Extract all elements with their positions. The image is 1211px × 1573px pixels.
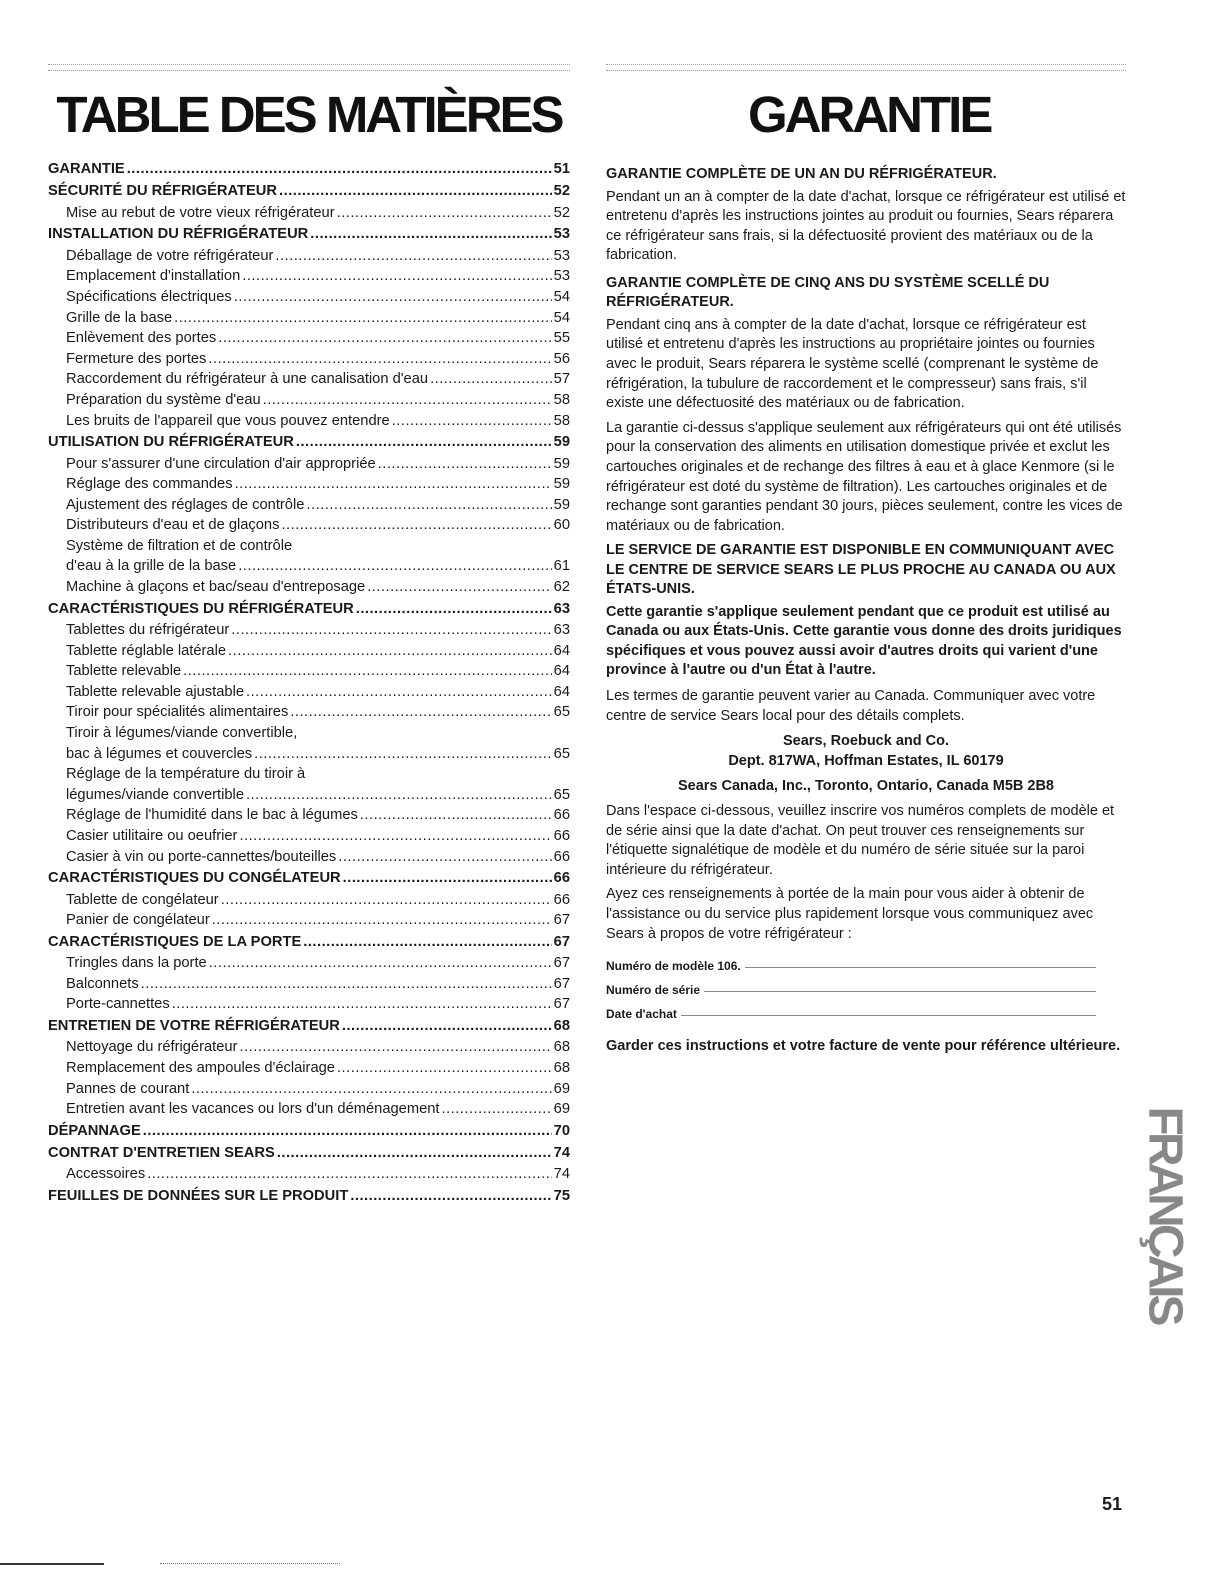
toc-leader-dots <box>310 226 551 242</box>
five-year-heading: GARANTIE COMPLÈTE DE CINQ ANS DU SYSTÈME SCELLÉ DU RÉFRIGÉRATEUR. <box>606 274 1050 311</box>
address-line-3: Sears Canada, Inc., Toronto, Ontario, Canada M5B 2B8 <box>677 778 1054 795</box>
toc-entry-title: CARACTÉRISTIQUES DE LA PORTE <box>48 933 302 950</box>
toc-entry-title: Tiroir pour spécialités alimentaires <box>66 704 289 721</box>
one-year-heading: GARANTIE COMPLÈTE DE UN AN DU RÉFRIGÉRATEUR. <box>606 166 997 182</box>
serial-number-field[interactable] <box>606 973 1126 997</box>
toc-entry-page: 56 <box>553 350 570 367</box>
toc-section <box>48 1018 570 1039</box>
toc-leader-dots <box>392 413 552 429</box>
toc-entry-page: 58 <box>553 391 570 408</box>
toc-entry-title: DÉPANNAGE <box>48 1122 141 1139</box>
toc-subsection <box>48 351 570 372</box>
toc-entry-page: 67 <box>553 912 570 929</box>
toc-leader-dots <box>246 787 552 803</box>
toc-subsection <box>48 497 570 518</box>
toc-entry-title: Ajustement des réglages de contrôle <box>66 496 305 513</box>
toc-subsection <box>48 1166 570 1187</box>
footer-bar <box>0 1563 104 1565</box>
toc-entry-title: CARACTÉRISTIQUES DU CONGÉLATEUR <box>48 870 341 887</box>
toc-subsection <box>48 849 570 870</box>
toc-entry-page: 54 <box>553 288 570 305</box>
toc-subsection <box>48 704 570 725</box>
toc-section <box>48 226 570 247</box>
toc-subsection <box>48 1081 570 1102</box>
toc-subsection <box>48 371 570 392</box>
toc-leader-dots <box>242 268 551 284</box>
toc-entry-page: 64 <box>553 642 570 659</box>
toc-subsection <box>48 392 570 413</box>
toc-leader-dots <box>277 1145 552 1161</box>
toc-subsection <box>48 622 570 643</box>
toc-leader-dots <box>239 828 551 844</box>
toc-leader-dots <box>343 870 552 886</box>
coverage-text: La garantie ci-dessus s'applique seulement aux réfrigérateurs qui ont été utilisés pour la conservation des aliments en utilisation domestique privée et exclut les cartouches originales et de rechange des filtres à eau et à glace Kenmore (si le réfrigérateur est doté du système de filtration). Les cartouches originales et de rechange sont garanties pendant 30 jours, pièces seulement, contre les vices de matériaux ou de fabrication. <box>606 419 1123 534</box>
toc-entry-title: Enlèvement des portes <box>66 330 217 347</box>
record-fields <box>606 949 1126 1021</box>
toc-entry-title: Tringles dans la porte <box>66 955 207 972</box>
toc-leader-dots <box>254 746 552 762</box>
toc-entry-title: Raccordement du réfrigérateur à une canalisation d'eau <box>66 371 429 388</box>
toc-entry-page: 58 <box>553 412 570 429</box>
toc-leader-dots <box>378 456 552 472</box>
toc-leader-dots <box>342 1018 552 1034</box>
toc-leader-dots <box>290 704 551 720</box>
toc-entry-title: SÉCURITÉ DU RÉFRIGÉRATEUR <box>48 183 278 200</box>
toc-subsection <box>48 746 570 767</box>
toc-entry-page: 55 <box>553 330 570 347</box>
toc-leader-dots <box>218 330 551 346</box>
toc-section <box>48 161 570 182</box>
toc-entry-page: 52 <box>553 204 570 221</box>
toc-subsection <box>48 892 570 913</box>
toc-entry-title: Porte-cannettes <box>66 996 170 1013</box>
toc-entry-title: Nettoyage du réfrigérateur <box>66 1039 238 1056</box>
toc-leader-dots <box>279 183 552 199</box>
toc-leader-dots <box>239 1039 551 1055</box>
toc-entry-page: 60 <box>553 517 570 534</box>
toc-subsection <box>48 684 570 705</box>
purchase-date-label: Date d'achat <box>606 1007 677 1022</box>
toc-subsection <box>48 1060 570 1081</box>
toc-subsection <box>48 766 570 787</box>
toc-subsection <box>48 725 570 746</box>
toc-entry-title: INSTALLATION DU RÉFRIGÉRATEUR <box>48 226 309 243</box>
toc-leader-dots <box>174 310 552 326</box>
toc-leader-dots <box>303 934 551 950</box>
toc-entry-page: 74 <box>553 1166 570 1183</box>
top-rule <box>606 64 1126 71</box>
toc-section <box>48 183 570 204</box>
toc-leader-dots <box>337 1060 552 1076</box>
toc-entry-title: UTILISATION DU RÉFRIGÉRATEUR <box>48 434 294 451</box>
toc-entry-title: Réglage des commandes <box>66 476 233 493</box>
toc-leader-dots <box>306 497 551 513</box>
toc-entry-page: 66 <box>553 848 570 865</box>
model-number-field[interactable] <box>606 949 1126 973</box>
toc-leader-dots <box>231 622 551 638</box>
address-line-2: Dept. 817WA, Hoffman Estates, IL 60179 <box>728 753 1004 770</box>
toc-entry-title: bac à légumes et couvercles <box>66 745 253 762</box>
toc-leader-dots <box>367 579 551 595</box>
toc-section <box>48 1123 570 1144</box>
toc-subsection <box>48 330 570 351</box>
toc-leader-dots <box>296 434 552 450</box>
toc-leader-dots <box>209 955 552 971</box>
toc-entry-page: 65 <box>553 786 570 803</box>
toc-leader-dots <box>235 476 552 492</box>
toc-entry-title: Distributeurs d'eau et de glaçons <box>66 517 280 534</box>
toc-entry-title: ENTRETIEN DE VOTRE RÉFRIGÉRATEUR <box>48 1017 340 1034</box>
toc-entry-title: Panier de congélateur <box>66 912 210 929</box>
toc-entry-page: 54 <box>553 309 570 326</box>
toc-leader-dots <box>441 1101 551 1117</box>
toc-entry-title: Tablette relevable <box>66 663 182 680</box>
toc-entry-title: d'eau à la grille de la base <box>66 558 237 575</box>
toc-section <box>48 934 570 955</box>
toc-list <box>48 161 570 1209</box>
toc-entry-title: Casier utilitaire ou oeufrier <box>66 827 238 844</box>
toc-leader-dots <box>143 1123 552 1139</box>
toc-column <box>48 64 570 1209</box>
toc-entry-page: 74 <box>553 1145 570 1162</box>
toc-entry-page: 66 <box>553 891 570 908</box>
toc-subsection <box>48 538 570 559</box>
toc-entry-title: Réglage de l'humidité dans le bac à légumes <box>66 807 358 824</box>
toc-entry-page: 64 <box>553 663 570 680</box>
toc-entry-page: 69 <box>553 1101 570 1118</box>
purchase-date-field[interactable] <box>606 997 1126 1021</box>
toc-leader-dots <box>147 1166 551 1182</box>
record-text: Dans l'espace ci-dessous, veuillez inscrire vos numéros complets de modèle et de série ainsi que la date d'achat. On peut trouver ces renseignements sur l'étiquette signalétique de modèle et du numéro de série située sur la paroi intérieure du réfrigérateur. <box>606 803 1115 878</box>
rights-text: Cette garantie s'applique seulement pendant que ce produit est utilisé au Canada ou aux États-Unis. Cette garantie vous donne des droits juridiques spécifiques et vous pouvez aussi avoir d'autres droits qui varient d'une province à l'autre ou d'un État à l'autre. <box>606 603 1122 679</box>
toc-entry-title: GARANTIE <box>48 161 125 177</box>
toc-entry-page: 63 <box>553 600 570 617</box>
toc-subsection <box>48 248 570 269</box>
toc-entry-title: Système de filtration et de contrôle <box>66 537 293 554</box>
one-year-text: Pendant un an à compter de la date d'achat, lorsque ce réfrigérateur est utilisé et entretenu d'après les instructions jointes au produit ou fournies, Sears réparera ce réfrigérateur sans frais, si la défectuosité provient des matériaux ou de la fabrication. <box>606 188 1126 264</box>
model-number-line[interactable] <box>745 967 1096 968</box>
toc-section <box>48 601 570 622</box>
toc-entry-title: FEUILLES DE DONNÉES SUR LE PRODUIT <box>48 1188 349 1205</box>
toc-entry-page: 75 <box>553 1188 570 1205</box>
toc-leader-dots <box>228 643 552 659</box>
toc-subsection <box>48 1039 570 1060</box>
warranty-column <box>606 64 1126 1057</box>
toc-entry-page: 62 <box>553 579 570 596</box>
toc-leader-dots <box>183 663 552 679</box>
terms-text: Les termes de garantie peuvent varier au Canada. Communiquer avec votre centre de service Sears local pour des détails complets. <box>606 687 1096 724</box>
language-side-tab <box>1140 1092 1190 1336</box>
toc-leader-dots <box>191 1081 551 1097</box>
toc-entry-page: 67 <box>553 975 570 992</box>
toc-section <box>48 870 570 891</box>
serial-number-line[interactable] <box>704 991 1096 992</box>
top-rule <box>48 64 570 71</box>
toc-section <box>48 1145 570 1166</box>
toc-leader-dots <box>221 892 552 908</box>
toc-entry-page: 53 <box>553 247 570 264</box>
toc-subsection <box>48 828 570 849</box>
model-number-label: Numéro de modèle 106. <box>606 959 741 974</box>
toc-leader-dots <box>275 248 551 264</box>
toc-subsection <box>48 413 570 434</box>
toc-leader-dots <box>337 205 552 221</box>
toc-leader-dots <box>234 289 552 305</box>
toc-leader-dots <box>141 976 552 992</box>
toc-leader-dots <box>360 807 552 823</box>
toc-subsection <box>48 517 570 538</box>
toc-entry-page: 69 <box>553 1080 570 1097</box>
toc-entry-page: 68 <box>553 1059 570 1076</box>
toc-entry-page: 61 <box>553 558 570 575</box>
toc-subsection <box>48 663 570 684</box>
toc-leader-dots <box>281 517 551 533</box>
toc-entry-title: Préparation du système d'eau <box>66 391 261 408</box>
toc-subsection <box>48 289 570 310</box>
toc-leader-dots <box>246 684 552 700</box>
toc-leader-dots <box>263 392 552 408</box>
toc-entry-page: 67 <box>553 996 570 1013</box>
toc-subsection <box>48 996 570 1017</box>
five-year-text: Pendant cinq ans à compter de la date d'achat, lorsque ce réfrigérateur est utilisé et entretenu d'après les instructions au propriétaire jointes ou fournies avec le produit, Sears réparera le système scellé (comprenant le système de réfrigération, la tubulure de raccordement et le compresseur) sans frais, s'il existe une défectuosité des matériaux ou de fabrication. <box>606 316 1099 412</box>
toc-entry-page: 68 <box>553 1017 570 1034</box>
toc-subsection <box>48 310 570 331</box>
toc-entry-title: Spécifications électriques <box>66 288 232 305</box>
toc-entry-page: 53 <box>553 268 570 285</box>
toc-entry-title: Remplacement des ampoules d'éclairage <box>66 1059 335 1076</box>
toc-leader-dots <box>338 849 551 865</box>
toc-subsection <box>48 268 570 289</box>
toc-entry-page: 70 <box>553 1122 570 1139</box>
toc-subsection <box>48 476 570 497</box>
toc-title: TABLE DES MATIÈRES <box>56 86 562 143</box>
toc-leader-dots <box>356 601 552 617</box>
keep-info-text: Ayez ces renseignements à portée de la main pour vous aider à obtenir de l'assistance ou du service plus rapidement lorsque vous communiquez avec Sears à propos de votre réfrigérateur : <box>606 886 1094 942</box>
toc-entry-title: Déballage de votre réfrigérateur <box>66 247 274 264</box>
toc-subsection <box>48 579 570 600</box>
toc-entry-page: 66 <box>553 827 570 844</box>
toc-entry-title: Tablette réglable latérale <box>66 642 227 659</box>
toc-entry-title: Pour s'assurer d'une circulation d'air appropriée <box>66 455 376 472</box>
toc-entry-page: 67 <box>553 955 570 972</box>
toc-entry-title: Les bruits de l'appareil que vous pouvez entendre <box>66 412 390 429</box>
toc-entry-title: Réglage de la température du tiroir à <box>66 766 306 783</box>
toc-entry-page: 64 <box>553 683 570 700</box>
toc-entry-title: Balconnets <box>66 975 139 992</box>
toc-entry-page: 59 <box>553 434 570 451</box>
toc-entry-title: Tablettes du réfrigérateur <box>66 622 230 639</box>
toc-entry-page: 57 <box>553 371 570 388</box>
toc-leader-dots <box>172 996 552 1012</box>
toc-entry-page: 65 <box>553 704 570 721</box>
toc-entry-title: Entretien avant les vacances ou lors d'un déménagement <box>66 1101 440 1118</box>
page-number: 51 <box>1102 1494 1123 1514</box>
toc-leader-dots <box>127 161 552 177</box>
toc-entry-title: Casier à vin ou porte-cannettes/bouteilles <box>66 848 337 865</box>
toc-entry-title: Emplacement d'installation <box>66 268 241 285</box>
toc-entry-page: 52 <box>553 183 570 200</box>
toc-entry-title: Machine à glaçons et bac/seau d'entreposage <box>66 579 366 596</box>
warranty-title: GARANTIE <box>748 86 991 143</box>
language-side-tab-label: FRANÇAIS <box>1138 1106 1192 1322</box>
toc-entry-page: 63 <box>553 622 570 639</box>
toc-entry-title: Pannes de courant <box>66 1080 190 1097</box>
toc-section <box>48 1188 570 1209</box>
toc-entry-page: 59 <box>553 455 570 472</box>
toc-entry-page: 68 <box>553 1039 570 1056</box>
toc-entry-page: 65 <box>553 745 570 762</box>
toc-subsection <box>48 807 570 828</box>
toc-entry-page: 59 <box>553 476 570 493</box>
toc-leader-dots <box>212 912 552 928</box>
toc-entry-page: 67 <box>553 933 570 950</box>
purchase-date-line[interactable] <box>681 1015 1096 1016</box>
toc-entry-page: 53 <box>553 226 570 243</box>
toc-entry-page: 51 <box>553 161 570 177</box>
toc-entry-title: Tablette de congélateur <box>66 891 219 908</box>
serial-number-label: Numéro de série <box>606 983 701 998</box>
keep-instructions: Garder ces instructions et votre facture de vente pour référence ultérieure. <box>606 1038 1121 1055</box>
toc-entry-page: 66 <box>553 807 570 824</box>
toc-entry-title: CARACTÉRISTIQUES DU RÉFRIGÉRATEUR <box>48 600 354 617</box>
toc-entry-title: Grille de la base <box>66 309 173 326</box>
toc-leader-dots <box>208 351 551 367</box>
address-line-1: Sears, Roebuck and Co. <box>783 733 949 750</box>
toc-entry-title: Accessoires <box>66 1166 146 1183</box>
service-heading: LE SERVICE DE GARANTIE EST DISPONIBLE EN COMMUNIQUANT AVEC LE CENTRE DE SERVICE SEARS LE PLUS PROCHE AU CANADA OU AUX ÉTATS-UNIS. <box>606 542 1116 598</box>
toc-subsection <box>48 643 570 664</box>
toc-subsection <box>48 456 570 477</box>
sears-address <box>606 731 1126 796</box>
toc-leader-dots <box>430 371 552 387</box>
toc-subsection <box>48 955 570 976</box>
toc-leader-dots <box>238 558 551 574</box>
footer-dots <box>160 1563 340 1566</box>
toc-leader-dots <box>350 1188 551 1204</box>
toc-entry-title: légumes/viande convertible <box>66 786 244 803</box>
toc-entry-title: Tiroir à légumes/viande convertible, <box>66 725 298 742</box>
toc-entry-title: Tablette relevable ajustable <box>66 683 244 700</box>
toc-entry-title: CONTRAT D'ENTRETIEN SEARS <box>48 1145 275 1162</box>
toc-subsection <box>48 976 570 997</box>
toc-subsection <box>48 558 570 579</box>
toc-subsection <box>48 205 570 226</box>
toc-entry-title: Mise au rebut de votre vieux réfrigérateur <box>66 204 335 221</box>
toc-section <box>48 434 570 455</box>
toc-subsection <box>48 787 570 808</box>
toc-entry-page: 59 <box>553 496 570 513</box>
toc-subsection <box>48 1101 570 1122</box>
toc-entry-page: 66 <box>553 870 570 887</box>
toc-entry-title: Fermeture des portes <box>66 350 207 367</box>
toc-subsection <box>48 912 570 933</box>
